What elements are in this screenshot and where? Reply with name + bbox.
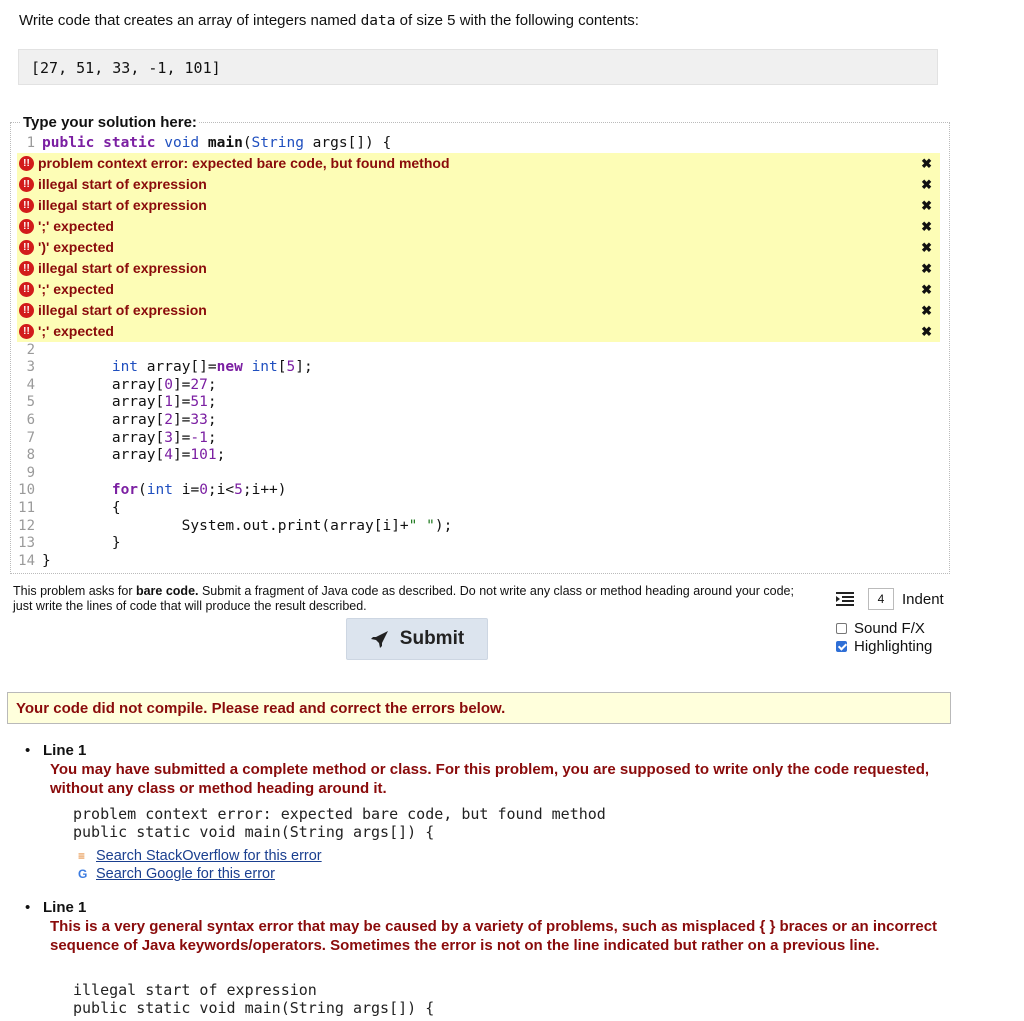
line-number: 11	[18, 499, 35, 516]
error-icon: !!	[19, 198, 34, 213]
code-text[interactable]: System.out.print(array[i]+" ");	[42, 517, 453, 534]
submit-button[interactable]	[346, 618, 488, 660]
error-code: problem context error: expected bare code, but found method public static void main(String args[]) {	[73, 805, 606, 841]
line-number: 2	[26, 341, 35, 358]
error-widget	[17, 321, 940, 342]
error-explanation: This is a very general syntax error that may be caused by a variety of problems, such as misplaced { } braces or an incorrect sequence of Java keywords/operators. Sometimes the error is not on the line indicated but rather on a previous line.	[50, 918, 938, 954]
stackoverflow-icon: ≡	[78, 849, 86, 863]
close-icon[interactable]: ✖	[921, 323, 932, 339]
line-number: 3	[26, 359, 35, 376]
close-icon[interactable]: ✖	[921, 260, 932, 276]
error-icon: !!	[19, 177, 34, 192]
line-number: 1	[26, 135, 35, 151]
code-line[interactable]	[11, 412, 949, 430]
google-link[interactable]	[78, 866, 275, 882]
sound-checkbox[interactable]	[836, 623, 847, 634]
indent-label: Indent	[902, 590, 944, 608]
code-line[interactable]	[11, 359, 949, 377]
code-line[interactable]	[11, 518, 949, 536]
code-text[interactable]: }	[42, 535, 121, 552]
bare-code-note	[13, 584, 813, 613]
error-icon: !!	[19, 282, 34, 297]
error-explanation: You may have submitted a complete method or class. For this problem, you are supposed to write only the code requested, without any class or method heading around it.	[50, 761, 930, 797]
error-widget	[17, 279, 940, 300]
error-message: illegal start of expression	[38, 175, 207, 192]
code-text[interactable]: }	[42, 552, 51, 569]
indent-control	[836, 588, 944, 610]
expected-output: [27, 51, 33, -1, 101]	[18, 49, 938, 85]
google-icon: G	[78, 867, 88, 881]
close-icon[interactable]: ✖	[921, 239, 932, 255]
line-number: 13	[18, 535, 35, 552]
error-message: problem context error: expected bare code, but found method	[38, 154, 450, 171]
sound-option[interactable]	[836, 620, 925, 637]
indent-icon[interactable]	[836, 592, 854, 606]
line-number: 6	[26, 411, 35, 428]
note-bold: bare code.	[135, 584, 199, 598]
line-number: 5	[26, 394, 35, 411]
close-icon[interactable]: ✖	[921, 176, 932, 192]
code-line[interactable]	[11, 135, 949, 153]
bullet: •	[25, 899, 31, 916]
close-icon[interactable]: ✖	[921, 197, 932, 213]
code-text[interactable]: public static void main(String args[]) {	[42, 135, 392, 151]
error-icon: !!	[19, 303, 34, 318]
line-number: 12	[18, 517, 35, 534]
code-line[interactable]	[11, 342, 949, 360]
error-widget	[17, 300, 940, 321]
error-widget	[17, 237, 940, 258]
google-link-text[interactable]: Search Google for this error	[96, 866, 275, 882]
prompt-variable: data	[360, 13, 396, 29]
error-line-title: Line 1	[43, 899, 87, 916]
code-line[interactable]	[11, 377, 949, 395]
error-widgets	[17, 153, 940, 342]
problem-prompt	[19, 12, 639, 29]
error-icon: !!	[19, 324, 34, 339]
code-line[interactable]	[11, 482, 949, 500]
code-line[interactable]	[11, 447, 949, 465]
rocket-icon	[370, 629, 390, 649]
code-text[interactable]: array[3]=-1;	[42, 429, 217, 446]
line-number: 9	[26, 464, 35, 481]
code-line[interactable]	[11, 430, 949, 448]
highlighting-checkbox[interactable]	[836, 641, 847, 652]
error-icon: !!	[19, 219, 34, 234]
line-number: 8	[26, 447, 35, 464]
close-icon[interactable]: ✖	[921, 155, 932, 171]
highlighting-option[interactable]	[836, 638, 932, 655]
code-text[interactable]: array[0]=27;	[42, 376, 217, 393]
close-icon[interactable]: ✖	[921, 218, 932, 234]
code-editor[interactable]	[11, 135, 949, 570]
code-line[interactable]	[11, 500, 949, 518]
code-text[interactable]: array[1]=51;	[42, 394, 217, 411]
close-icon[interactable]: ✖	[921, 302, 932, 318]
code-text[interactable]: int array[]=new int[5];	[111, 359, 313, 376]
prompt-text-before: Write code that creates an array of integers named	[19, 12, 361, 29]
bullet: •	[25, 742, 31, 759]
error-message: illegal start of expression	[38, 196, 207, 213]
error-widget	[17, 195, 940, 216]
note-text: This problem asks for	[13, 584, 136, 598]
error-widget	[17, 174, 940, 195]
error-message: ';' expected	[38, 217, 114, 234]
indent-input[interactable]: 4	[868, 588, 894, 610]
code-line[interactable]	[11, 535, 949, 553]
code-line[interactable]	[11, 553, 949, 571]
stackoverflow-link-text[interactable]: Search StackOverflow for this error	[96, 848, 322, 864]
stackoverflow-link[interactable]	[78, 848, 322, 864]
solution-fieldset	[10, 114, 950, 574]
error-message: illegal start of expression	[38, 259, 207, 276]
code-line[interactable]	[11, 394, 949, 412]
prompt-text-after: of size 5 with the following contents:	[395, 12, 639, 29]
code-text[interactable]: for(int i=0;i<5;i++)	[111, 482, 287, 499]
error-code: illegal start of expression public static void main(String args[]) {	[73, 981, 435, 1017]
error-message: illegal start of expression	[38, 301, 207, 318]
code-lines[interactable]	[11, 342, 949, 571]
submit-label: Submit	[399, 628, 465, 649]
close-icon[interactable]: ✖	[921, 281, 932, 297]
compile-error-banner: Your code did not compile. Please read and correct the errors below.	[7, 692, 951, 724]
error-icon: !!	[19, 261, 34, 276]
error-message: ';' expected	[38, 322, 114, 339]
line-number: 14	[18, 552, 35, 569]
highlighting-label: Highlighting	[854, 638, 933, 655]
code-text[interactable]: {	[42, 499, 121, 516]
error-widget	[17, 258, 940, 279]
code-text[interactable]: array[4]=101;	[42, 447, 226, 464]
error-widget	[17, 216, 940, 237]
code-text[interactable]: array[2]=33;	[42, 411, 217, 428]
error-line-title: Line 1	[43, 742, 87, 759]
line-number: 7	[26, 429, 35, 446]
line-number: 10	[18, 482, 35, 499]
error-widget	[17, 153, 940, 174]
error-icon: !!	[19, 240, 34, 255]
note-text-after: Submit a fragment of Java code as described. Do not write any class or method heading around your code; just write the lines of code that will produce the result described.	[13, 584, 794, 613]
error-message: ')' expected	[38, 238, 114, 255]
error-message: ';' expected	[38, 280, 114, 297]
error-icon: !!	[19, 156, 34, 171]
line-number: 4	[26, 376, 35, 393]
code-line[interactable]	[11, 465, 949, 483]
solution-label: Type your solution here:	[23, 114, 197, 131]
sound-label: Sound F/X	[854, 620, 925, 637]
